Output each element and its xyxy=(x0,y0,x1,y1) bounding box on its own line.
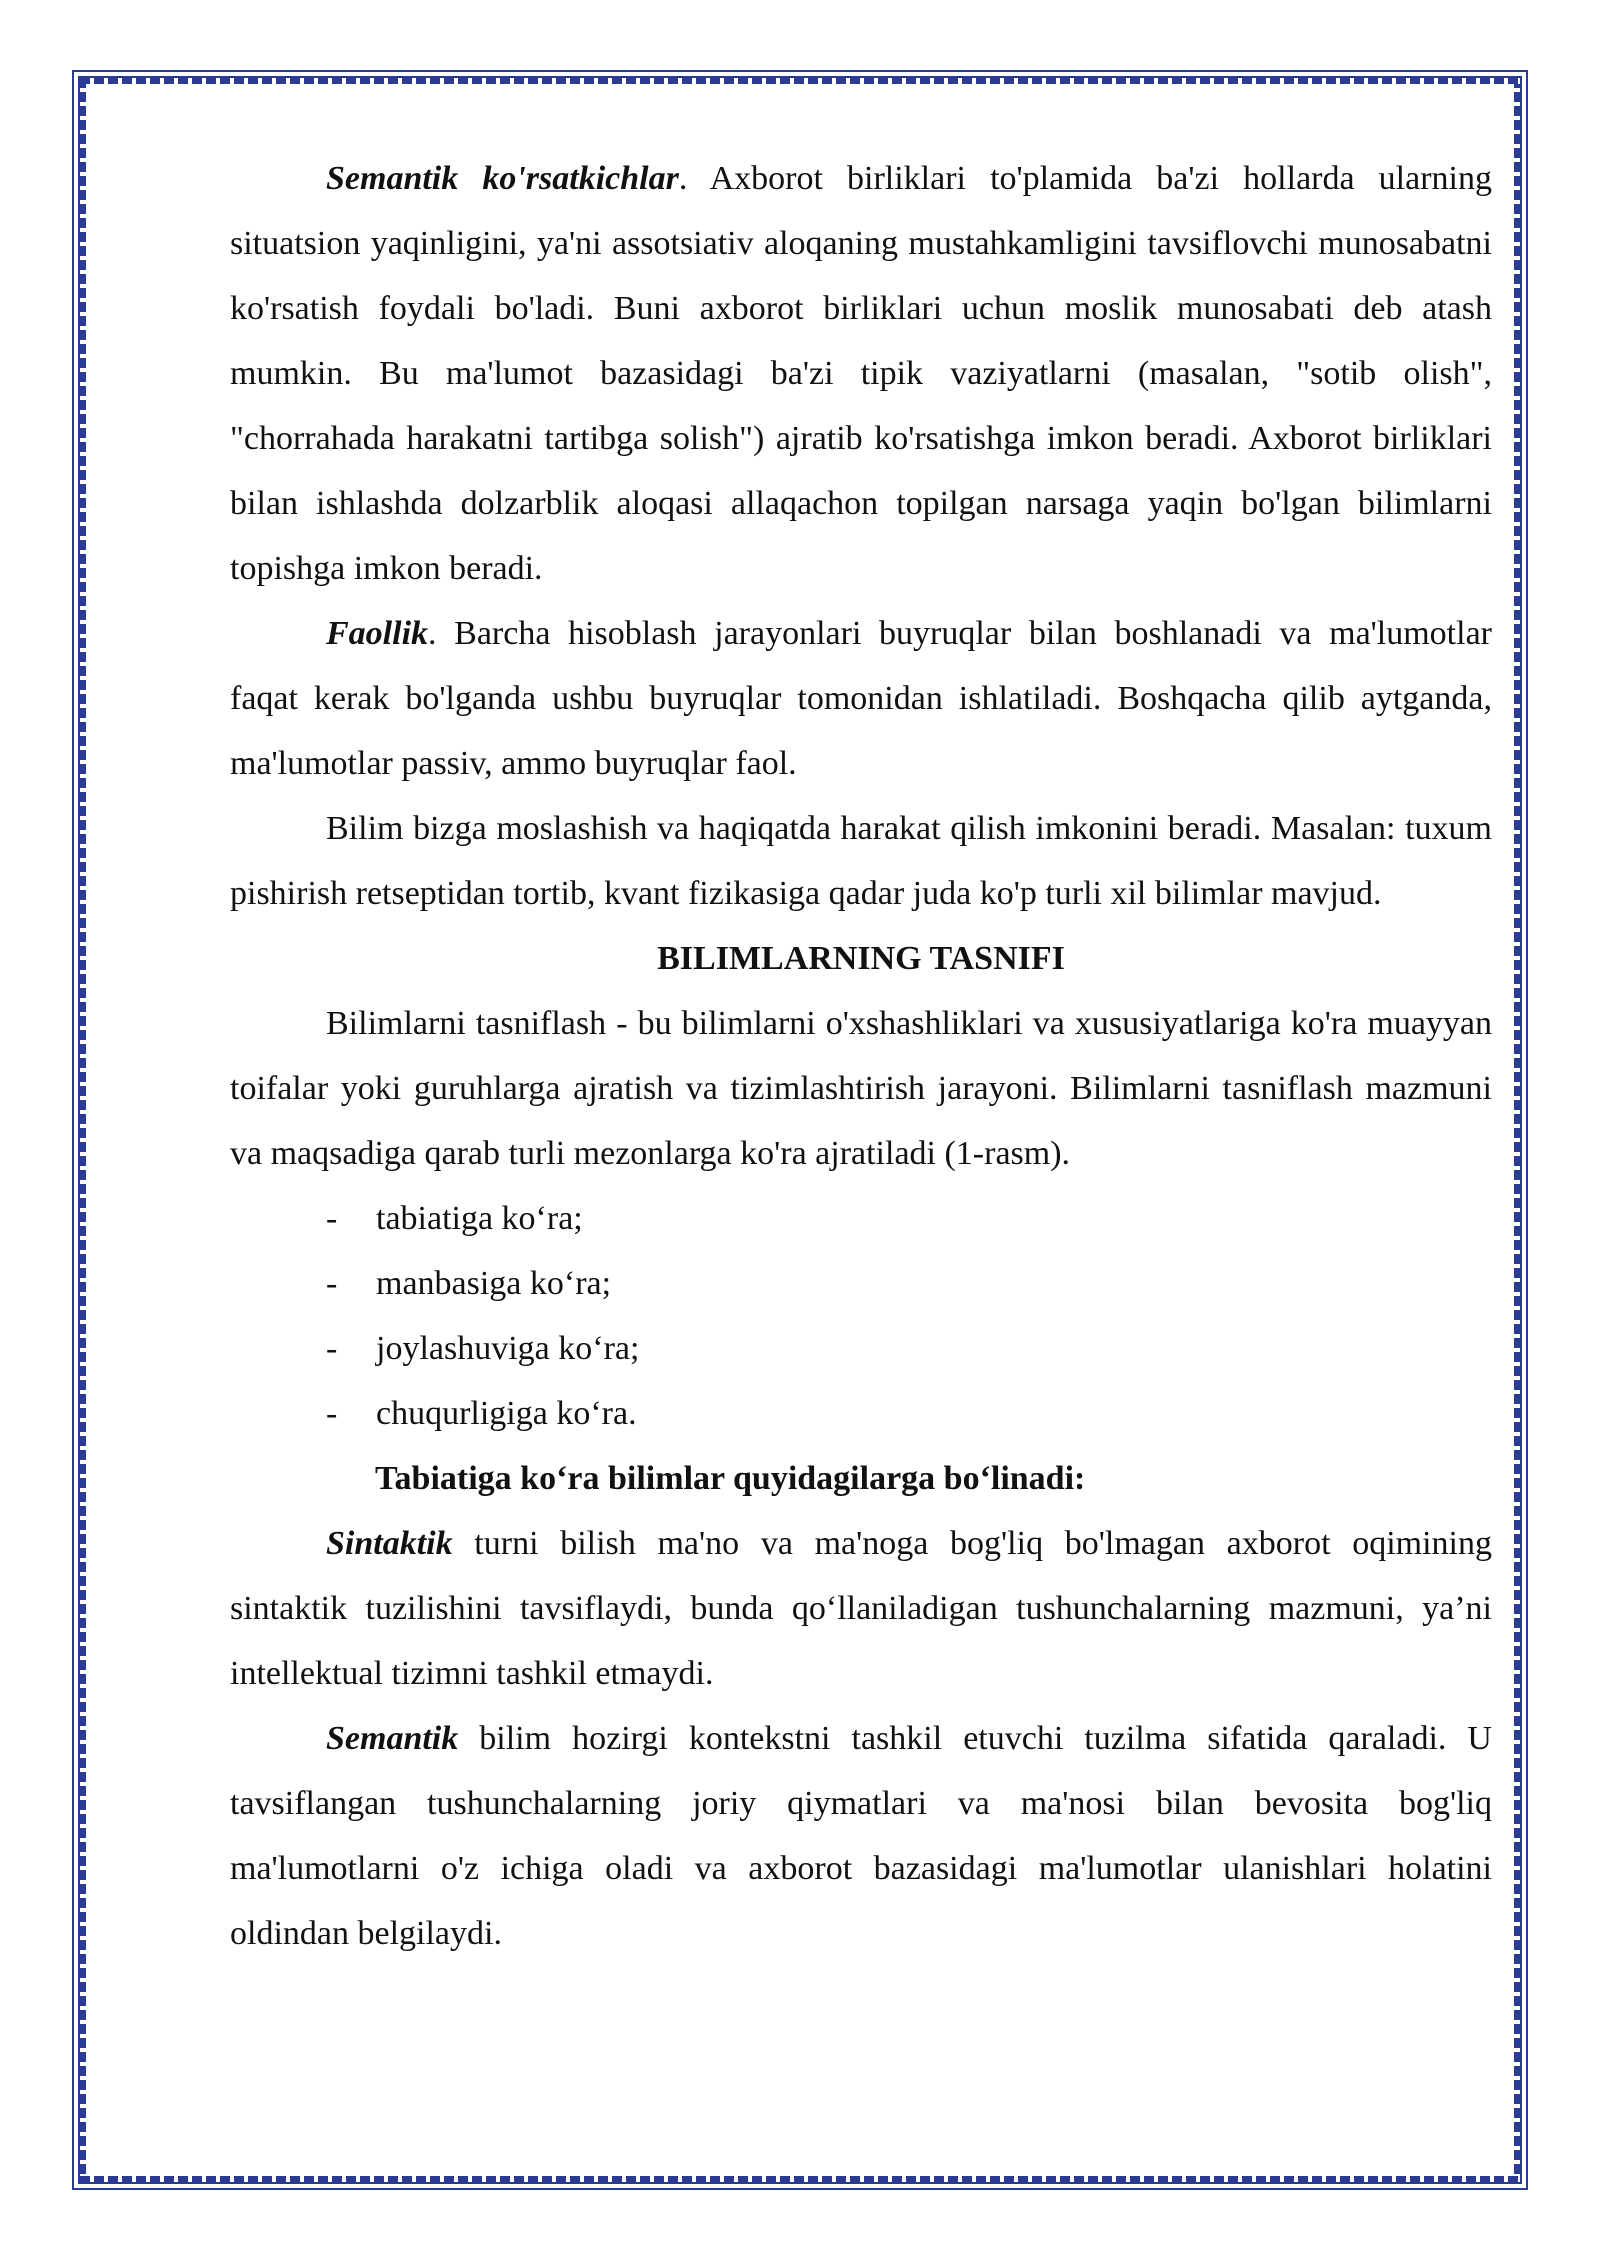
paragraph-text: bilim hozirgi kontekstni tashkil etuvchi tuzilma sifatida qaraladi. U tavsiflangan tushunchalarning joriy qiymatlari va ma'nosi bilan bevosita bog'liq ma'lumotlarni o'z ichiga oladi va axborot bazasidagi ma'lumotlar ulanishlari holatini oldindan belgilaydi. xyxy=(230,1720,1492,1952)
paragraph-text: . Barcha hisoblash jarayonlari buyruqlar bilan boshlanadi va ma'lumotlar faqat kerak bo'lganda ushbu buyruqlar tomonidan ishlatiladi. Boshqacha qilib aytganda, ma'lumotlar passiv, ammo buyruqlar faol. xyxy=(230,615,1492,782)
list-dash: - xyxy=(326,1265,338,1302)
list-item xyxy=(326,1316,1492,1381)
list-dash: - xyxy=(326,1200,338,1237)
section-heading: BILIMLARNING TASNIFI xyxy=(657,940,1065,977)
document-body xyxy=(230,146,1492,1966)
list-dash: - xyxy=(326,1330,338,1367)
paragraph-classification xyxy=(230,991,1492,1186)
classification-criteria-list xyxy=(230,1186,1492,1446)
paragraph-text: Bilim bizga moslashish va haqiqatda harakat qilish imkonini beradi. Masalan: tuxum pishirish retseptidan tortib, kvant fizikasiga qadar juda ko'p turli xil bilimlar mavjud. xyxy=(230,810,1492,912)
list-item-text: tabiatiga ko‘ra; xyxy=(376,1200,583,1237)
list-dash: - xyxy=(326,1395,338,1432)
term-semantik-korsatkichlar: Semantik ko'rsatkichlar xyxy=(326,160,679,197)
list-item xyxy=(326,1186,1492,1251)
paragraph-text: Bilimlarni tasniflash - bu bilimlarni o'xshashliklari va xususiyatlariga ko'ra muayyan toifalar yoki guruhlarga ajratish va tizimlashtirish jarayoni. Bilimlarni tasniflash mazmuni va maqsadiga qarab turli mezonlarga ko'ra ajratiladi (1-rasm). xyxy=(230,1005,1492,1172)
paragraph-semantic-indicators xyxy=(230,146,1492,601)
term-faollik: Faollik xyxy=(326,615,429,652)
paragraph-text: . Axborot birliklari to'plamida ba'zi hollarda ularning situatsion yaqinligini, ya'ni assotsiativ aloqaning mustahkamligini tavsiflovchi munosabatni ko'rsatish foydali bo'ladi. Buni axborot birliklari uchun moslik munosabati deb atash mumkin. Bu ma'lumot bazasidagi ba'zi tipik vaziyatlarni (masalan, "sotib olish", "chorrahada harakatni tartibga solish") ajratib ko'rsatishga imkon beradi. Axborot birliklari bilan ishlashda dolzarblik aloqasi allaqachon topilgan narsaga yaqin bo'lgan bilimlarni topishga imkon beradi. xyxy=(230,160,1492,587)
list-item-text: joylashuviga ko‘ra; xyxy=(376,1330,640,1367)
term-sintaktik: Sintaktik xyxy=(326,1525,453,1562)
term-semantik: Semantik xyxy=(326,1720,459,1757)
list-item xyxy=(326,1381,1492,1446)
subheading-by-nature: Tabiatiga ko‘ra bilimlar quyidagilarga bo‘linadi: xyxy=(375,1460,1086,1497)
paragraph-bilim xyxy=(230,796,1492,926)
paragraph-sintaktik xyxy=(230,1511,1492,1706)
paragraph-faollik xyxy=(230,601,1492,796)
paragraph-text: turni bilish ma'no va ma'noga bog'liq bo'lmagan axborot oqimining sintaktik tuzilishini tavsiflaydi, bunda qo‘llaniladigan tushunchalarning mazmuni, ya’ni intellektual tizimni tashkil etmaydi. xyxy=(230,1525,1492,1692)
list-item xyxy=(326,1251,1492,1316)
list-item-text: manbasiga ko‘ra; xyxy=(376,1265,612,1302)
list-item-text: chuqurligiga ko‘ra. xyxy=(376,1395,637,1432)
paragraph-semantik xyxy=(230,1706,1492,1966)
